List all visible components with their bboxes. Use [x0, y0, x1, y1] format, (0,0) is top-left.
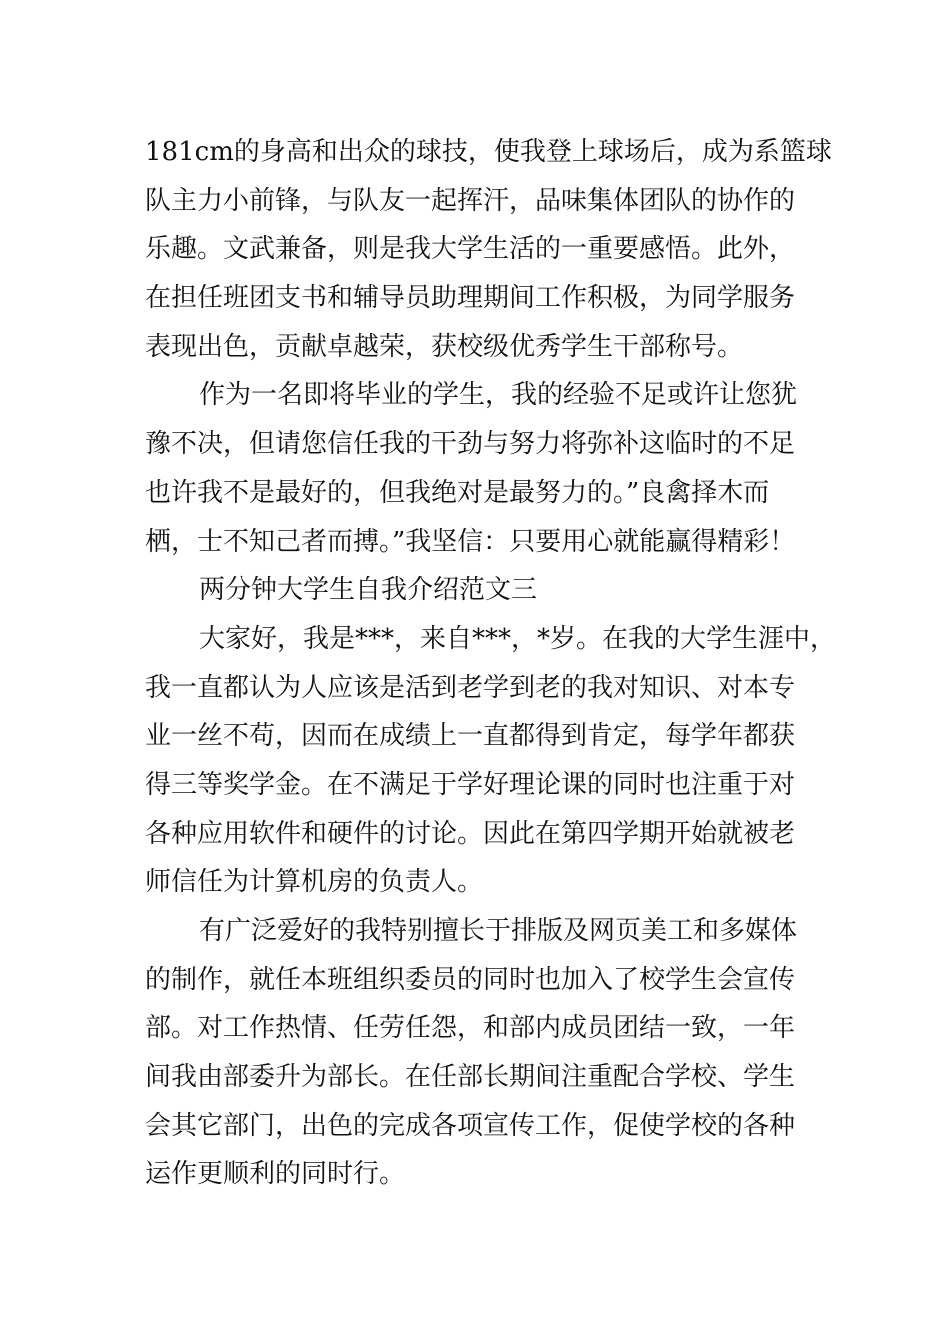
- paragraph-first-line: 有广泛爱好的我特别擅长于排版及网页美工和多媒体: [199, 916, 798, 946]
- text-line: 队主力小前锋，与队友一起挥汗，品味集体团队的协作的: [145, 185, 796, 216]
- text-line: 师信任为计算机房的负责人。: [145, 867, 484, 898]
- paragraph-first-line: 作为一名即将毕业的学生，我的经验不足或许让您犹: [199, 380, 798, 411]
- text-line: 会其它部门，出色的完成各项宣传工作，促使学校的各种: [145, 1110, 796, 1141]
- text-line: 豫不决，但请您信任我的干劲与努力将弥补这临时的不足: [145, 429, 796, 460]
- section-heading: 两分钟大学生自我介绍范文三: [199, 575, 538, 606]
- text-line: 也许我不是最好的，但我绝对是最努力的。”良禽择木而: [145, 477, 770, 508]
- text-line: 181cm的身高和出众的球技，使我登上球场后，成为系篮球: [145, 137, 832, 167]
- document-body: [145, 128, 837, 1199]
- text-line: 得三等奖学金。在不满足于学好理论课的同时也注重于对: [145, 769, 796, 800]
- text-line: 各种应用软件和硬件的讨论。因此在第四学期开始就被老: [145, 818, 796, 849]
- text-line: 表现出色，贡献卓越荣，获校级优秀学生干部称号。: [145, 331, 744, 362]
- text-line: 我一直都认为人应该是活到老学到老的我对知识、对本专: [145, 672, 796, 703]
- text-line: 部。对工作热情、任劳任怨，和部内成员团结一致，一年: [145, 1013, 796, 1044]
- paragraph-first-line: 大家好，我是***，来自***，*岁。在我的大学生涯中，: [199, 623, 837, 654]
- text-line: 在担任班团支书和辅导员助理期间工作积极，为同学服务: [145, 283, 796, 314]
- text-line: 业一丝不苟，因而在成绩上一直都得到肯定，每学年都获: [145, 721, 796, 752]
- text-line: 运作更顺利的同时行。: [145, 1159, 406, 1190]
- text-line: 的制作，就任本班组织委员的同时也加入了校学生会宣传: [145, 964, 796, 995]
- text-line: 间我由部委升为部长。在任部长期间注重配合学校、学生: [145, 1062, 796, 1093]
- text-line: 乐趣。文武兼备，则是我大学生活的一重要感悟。此外，: [145, 234, 796, 265]
- text-line: 栖，士不知己者而搏。”我坚信：只要用心就能赢得精彩！: [145, 526, 796, 557]
